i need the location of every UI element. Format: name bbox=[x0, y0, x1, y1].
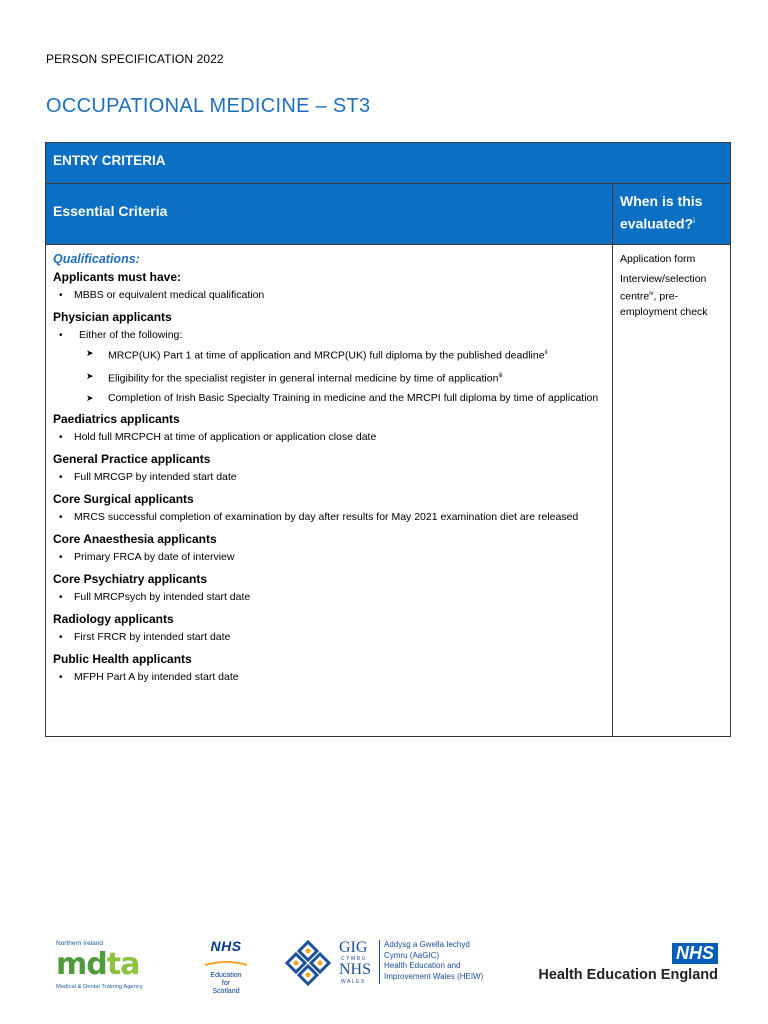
celtic-knot-icon bbox=[283, 938, 333, 988]
footnote-ref-iv: iv bbox=[649, 291, 654, 297]
heiw-line: Health Education and bbox=[384, 961, 461, 970]
section-heading: Radiology applicants bbox=[53, 612, 174, 626]
option-text: MRCP(UK) Part 1 at time of application and MRCP(UK) full diploma by the published deadline bbox=[108, 349, 545, 362]
evaluation-text: Interview/selection centre bbox=[620, 273, 707, 303]
list-item: • MBBS or equivalent medical qualification bbox=[53, 289, 604, 302]
essential-criteria-label: Essential Criteria bbox=[53, 203, 168, 219]
hee-nhs-mark: NHS bbox=[672, 943, 718, 964]
footnote-ref-ii: ii bbox=[544, 350, 548, 356]
footnote-ref-i: i bbox=[693, 216, 695, 225]
nimdta-full-name: Medical & Dental Training Agency bbox=[56, 984, 143, 990]
qualifications-title: Qualifications: bbox=[53, 252, 140, 266]
heiw-gig: GIG bbox=[339, 939, 368, 956]
option-text: Eligibility for the specialist register in general internal medicine by time of application bbox=[108, 372, 499, 384]
evaluation-method bbox=[620, 272, 724, 320]
section-heading: Paediatrics applicants bbox=[53, 412, 180, 426]
heiw-name bbox=[384, 940, 483, 982]
arrow-bullet-icon: ➤ bbox=[86, 348, 94, 358]
section-heading: Core Anaesthesia applicants bbox=[53, 532, 217, 546]
when-evaluated-label bbox=[620, 192, 730, 234]
list-item: • First FRCR by intended start date bbox=[53, 631, 604, 644]
list-item: • Full MRCPsych by intended start date bbox=[53, 591, 604, 604]
evaluation-cell bbox=[613, 245, 730, 736]
nes-logo bbox=[198, 938, 254, 995]
entry-criteria-label: ENTRY CRITERIA bbox=[53, 153, 166, 168]
qualifications-row bbox=[46, 245, 730, 736]
criteria-table bbox=[45, 142, 731, 737]
section-heading: Core Surgical applicants bbox=[53, 492, 194, 506]
list-item: • MRCS successful completion of examination by day after results for May 2021 examination diet are released bbox=[53, 511, 604, 524]
evaluation-header bbox=[613, 184, 730, 244]
nes-line: Scotland bbox=[212, 988, 240, 995]
heiw-line: Addysg a Gwella Iechyd bbox=[384, 940, 470, 949]
section-heading: Core Psychiatry applicants bbox=[53, 572, 208, 586]
list-item: • Full MRCGP by intended start date bbox=[53, 471, 604, 484]
heiw-line: Cymru (AaGIC) bbox=[384, 950, 440, 960]
section-heading: General Practice applicants bbox=[53, 452, 211, 466]
evaluation-text: , pre-employment check bbox=[620, 290, 708, 318]
entry-criteria-row bbox=[46, 143, 730, 184]
list-item: • MFPH Part A by intended start date bbox=[53, 671, 604, 684]
list-item bbox=[53, 347, 604, 363]
nes-swoosh-icon bbox=[203, 961, 249, 967]
option-text: Completion of Irish Basic Specialty Training in medicine and the MRCPI full diploma by time of application bbox=[108, 392, 599, 404]
divider bbox=[379, 940, 380, 984]
list-item: • Primary FRCA by date of interview bbox=[53, 551, 604, 564]
nimdta-region: Northern Ireland bbox=[56, 940, 103, 947]
section-heading: Applicants must have: bbox=[53, 270, 182, 284]
section-heading: Public Health applicants bbox=[53, 652, 192, 666]
page-title: OCCUPATIONAL MEDICINE – ST3 bbox=[46, 95, 371, 117]
nes-line: for bbox=[221, 980, 231, 987]
heiw-line: Improvement Wales (HEIW) bbox=[384, 971, 484, 981]
hee-name: Health Education England bbox=[538, 967, 718, 983]
heiw-nhs: NHS bbox=[339, 961, 372, 978]
arrow-bullet-icon: ➤ bbox=[86, 370, 94, 381]
list-item bbox=[53, 392, 604, 405]
when-evaluated-text: When is this evaluated? bbox=[620, 193, 703, 232]
section-heading: Physician applicants bbox=[53, 310, 172, 324]
nimdta-wordmark bbox=[56, 947, 139, 982]
heiw-wales: WALES bbox=[341, 979, 366, 985]
footnote-ref-iii: iii bbox=[498, 372, 503, 379]
essential-criteria-header bbox=[46, 184, 613, 244]
list-item: • Either of the following: bbox=[53, 329, 604, 342]
heiw-cymru: CYMRU bbox=[341, 956, 367, 962]
nes-nhs-mark: NHS bbox=[210, 938, 242, 954]
nes-line: Education bbox=[210, 972, 242, 979]
hee-logo bbox=[522, 943, 722, 988]
nimdta-logo bbox=[56, 940, 168, 988]
table-header-row bbox=[46, 184, 730, 245]
list-item: • Hold full MRCPCH at time of application or application close date bbox=[53, 431, 604, 444]
evaluation-method: Application form bbox=[620, 253, 696, 265]
arrow-bullet-icon: ➤ bbox=[86, 393, 94, 403]
essential-criteria-cell bbox=[46, 245, 613, 736]
person-spec-label: PERSON SPECIFICATION 2022 bbox=[46, 52, 224, 66]
footer-logos bbox=[0, 930, 768, 995]
nimdta-ta: ta bbox=[106, 947, 140, 982]
list-item bbox=[53, 370, 604, 386]
nimdta-md: md bbox=[56, 947, 107, 982]
heiw-logo bbox=[283, 938, 513, 988]
